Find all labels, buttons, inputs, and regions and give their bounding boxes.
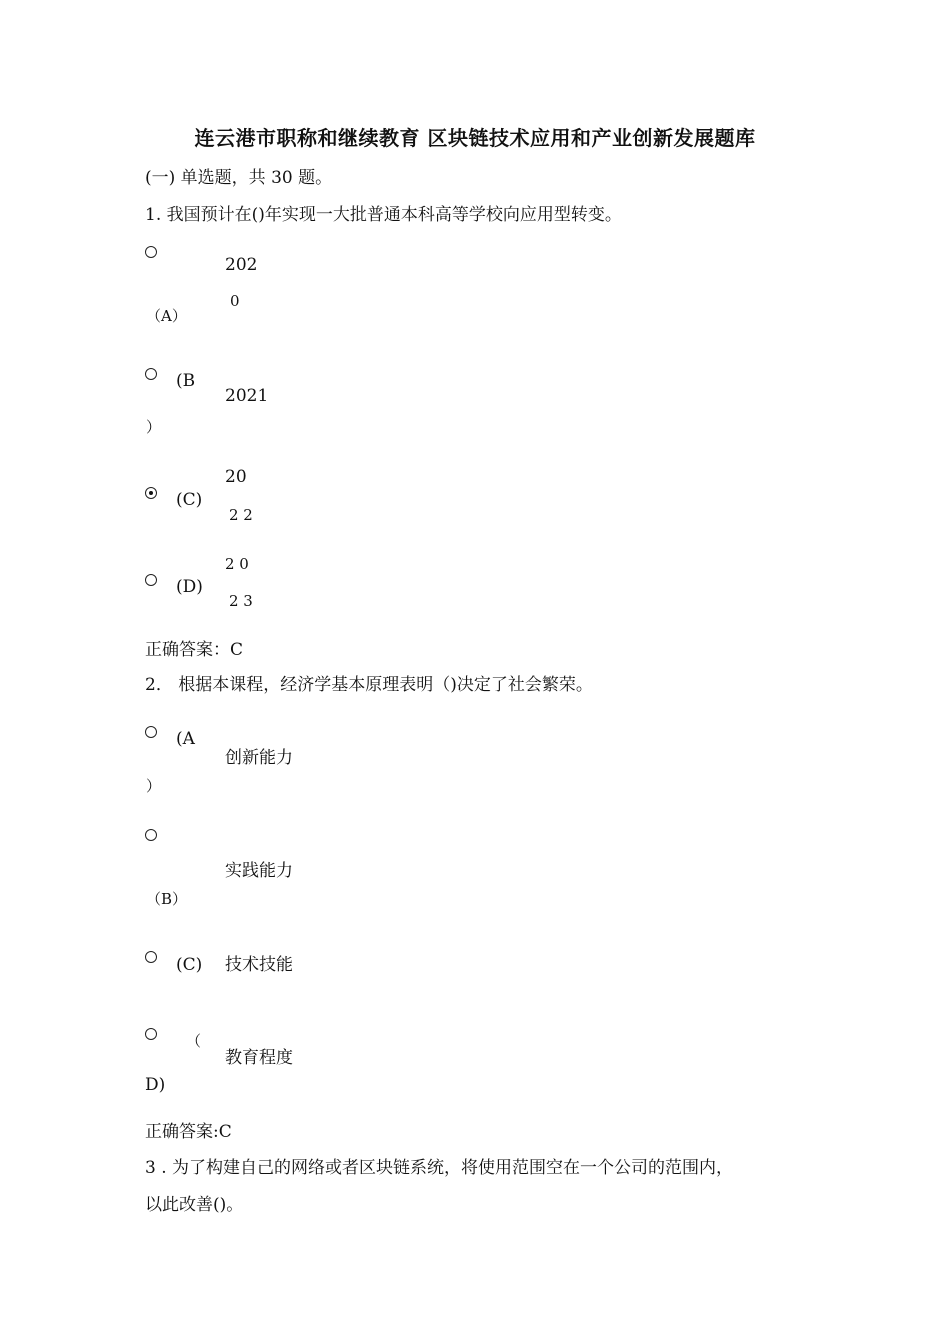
option-label: (C) [176, 955, 203, 975]
radio-icon[interactable] [145, 574, 157, 586]
option-label: （ [186, 1032, 202, 1050]
document-title: 连云港市职称和继续教育 区块链技术应用和产业创新发展题库 [194, 126, 756, 150]
option-value: 教育程度 [225, 1048, 293, 1068]
option-label-continued: D) [145, 1075, 166, 1095]
option-value-continued: 2 2 [229, 506, 253, 524]
option-value-continued: 0 [230, 292, 240, 310]
option-label: （A） [146, 307, 187, 325]
option-value-continued: 2 3 [229, 592, 253, 610]
option-value: 2021 [225, 386, 269, 406]
option-value: 202 [225, 255, 258, 275]
radio-icon[interactable] [145, 246, 157, 258]
radio-icon[interactable] [145, 726, 157, 738]
option-label: (C) [176, 490, 203, 510]
option-label: (D) [176, 577, 203, 597]
option-label: (B [176, 371, 196, 391]
option-value: 技术技能 [225, 955, 293, 975]
radio-checked-icon[interactable] [145, 487, 157, 499]
option-label-continued: ） [146, 418, 162, 436]
section-heading: (一) 单选题，共 30 题。 [145, 168, 333, 188]
question-2-answer: 正确答案:C [145, 1122, 232, 1142]
radio-icon[interactable] [145, 368, 157, 380]
option-value: 实践能力 [225, 861, 293, 881]
option-value: 20 [225, 467, 247, 487]
radio-icon[interactable] [145, 1028, 157, 1040]
option-value: 2 0 [225, 555, 249, 573]
option-label-continued: ） [146, 777, 162, 795]
option-label: (A [176, 729, 195, 749]
question-1-answer: 正确答案：C [145, 640, 244, 660]
option-value: 创新能力 [225, 748, 293, 768]
radio-icon[interactable] [145, 829, 157, 841]
question-3-stem-line-1: 3 . 为了构建自己的网络或者区块链系统，将使用范围空在一个公司的范围内， [145, 1158, 734, 1178]
question-1-stem: 1. 我国预计在()年实现一大批普通本科高等学校向应用型转变。 [145, 205, 622, 225]
question-3-stem-line-2: 以此改善()。 [145, 1195, 244, 1215]
radio-icon[interactable] [145, 951, 157, 963]
question-2-stem: 2． 根据本课程，经济学基本原理表明（)决定了社会繁荣。 [145, 675, 593, 695]
option-label: （B） [146, 890, 188, 908]
